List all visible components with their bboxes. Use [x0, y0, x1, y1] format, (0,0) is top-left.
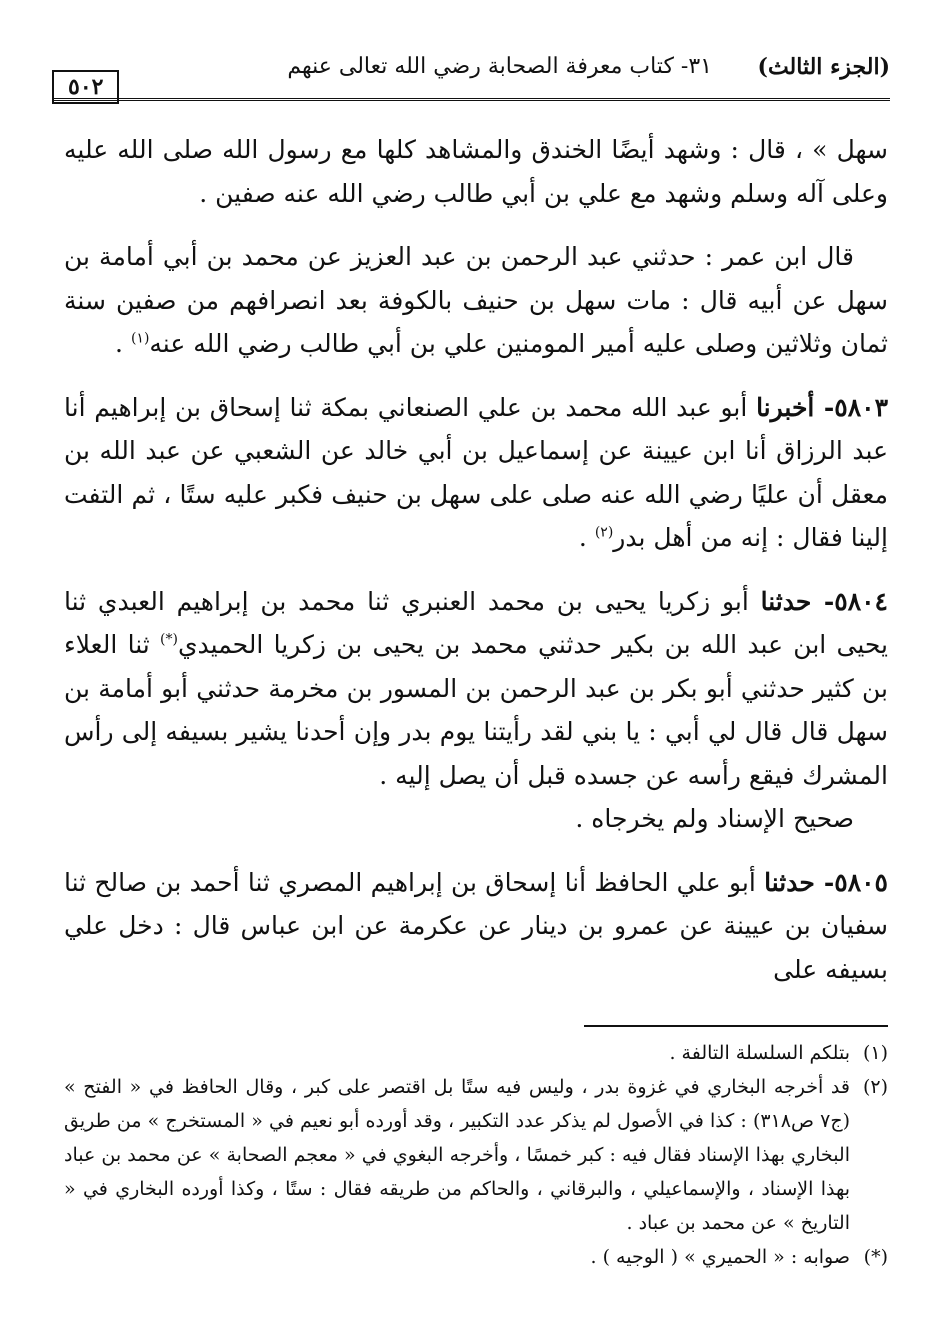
- hadith-5803: ٥٨٠٣- أخبرنا أبو عبد الله محمد بن علي الصنعاني بمكة ثنا إسحاق بن إبراهيم أنا عبد الرزاق أنا ابن عيينة عن إسماعيل بن أبي خالد عن الشعبي عن عبد الله بن معقل أن عليًا رضي الله عنه صلى على سهل بن حنيف فكبر عليه ستًا ، ثم التفت إلينا فقال : إنه من أهل بدر$^{(٢)}$ .: [64, 392, 888, 552]
- footnote-2: [64, 1070, 888, 1240]
- footnote-mark: (١): [862, 1042, 888, 1064]
- hadith-lead: حدثنا: [764, 867, 815, 897]
- hadith-text-continued: ثنا العلاء بن كثير حدثني أبو بكر بن عبد الرحمن بن المسور بن مخرمة حدثني أبو أمامة بن سهل قال قال لي أبي : يا بني لقد رأيتنا يوم بدر وإن أحدنا يشير بسيفه إلى رأس المشرك فيقع رأسه عن جسده قبل أن يصل إليه .: [64, 630, 888, 790]
- footnote-text: قد أخرجه البخاري في غزوة بدر ، وليس فيه ستًا بل اقتصر على كبر ، وقال الحافظ في « الفتح » (ج٧ ص٣١٨) : كذا في الأصول لم يذكر عدد التكبير ، وقد أورده أبو نعيم في « المستخرج » من طريق البخاري بهذا الإسناد فقال فيه : كبر خمسًا ، وأخرجه البغوي في « معجم الصحابة » عن محمد بن عباد بهذا الإسناد ، والإسماعيلي ، والبرقاني ، والحاكم من طريقه فقال : ستًا ، وكذا أورده البخاري في « التاريخ » عن محمد بن عباد .: [64, 1076, 850, 1234]
- hadith-lead: أخبرنا: [756, 392, 815, 422]
- footnote-text: صوابه : « الحميري » ( الوجيه ) .: [590, 1246, 850, 1268]
- paragraph-continuation: سهل » ، قال : وشهد أيضًا الخندق والمشاهد كلها مع رسول الله صلى الله عليه وعلى آله وسلم وشهد مع علي بن أبي طالب رضي الله عنه صفين .: [64, 135, 888, 208]
- footnote-separator: [584, 1025, 888, 1027]
- footnote-ref-2: (٢): [594, 524, 614, 541]
- footnote-ref-1: (١): [130, 330, 150, 347]
- footnote-ref-star: (*): [160, 631, 178, 648]
- footnote-1: [64, 1036, 888, 1070]
- hadith-5804: [64, 580, 888, 798]
- page-number: ٥٠٢: [52, 70, 119, 104]
- hadith-number: ٥٨٠٤-: [811, 586, 888, 616]
- footnote-text: بتلكم السلسلة التالفة .: [669, 1042, 850, 1064]
- hadith-number: ٥٨٠٥-: [814, 867, 888, 897]
- footnotes: [64, 1036, 888, 1274]
- hadith-lead: حدثنا: [760, 586, 812, 616]
- hadith-number: ٥٨٠٣-: [814, 392, 888, 422]
- paragraph-text: قال ابن عمر : حدثني عبد الرحمن بن عبد العزيز عن محمد بن أبي أمامة بن سهل عن أبيه قال : مات سهل بن حنيف بالكوفة بعد انصرافهم من صفين سنة ثمان وثلاثين وصلى عليه أمير المومنين علي بن أبي طالب رضي الله عنه: [64, 242, 888, 358]
- footnote-mark: (*): [863, 1246, 888, 1268]
- hadith-text: أبو علي الحافظ أنا إسحاق بن إبراهيم المصري ثنا أحمد بن صالح ثنا سفيان بن عيينة عن عمرو بن دينار عن عكرمة عن ابن عباس قال : دخل علي بسيفه على: [64, 867, 888, 984]
- paragraph-ibn-umar: قال ابن عمر : حدثني عبد الرحمن بن عبد العزيز عن محمد بن أبي أمامة بن سهل عن أبيه قال : مات سهل بن حنيف بالكوفة بعد انصرافهم من صفين سنة ثمان وثلاثين وصلى عليه أمير المومنين علي بن أبي طالب رضي الله عنه$^{(١)}$ .: [64, 242, 888, 358]
- footnote-star: [64, 1240, 888, 1274]
- volume-label: (الجزء الثالث): [757, 54, 890, 80]
- page-header: [52, 48, 890, 102]
- footnote-mark: (٢): [862, 1076, 888, 1098]
- running-title: ٣١- كتاب معرفة الصحابة رضي الله تعالى عنهم: [287, 54, 712, 79]
- hadith-verdict: صحيح الإسناد ولم يخرجاه .: [575, 804, 854, 833]
- hadith-5805: [64, 861, 888, 992]
- main-text: [64, 128, 888, 991]
- header-rule: [52, 98, 890, 101]
- hadith-text: أبو زكريا يحيى بن محمد العنبري ثنا محمد بن إبراهيم العبدي ثنا يحيى ابن عبد الله بن بكير حدثني محمد بن يحيى بن زكريا الحميدي: [64, 586, 889, 659]
- hadith-text: أبو عبد الله محمد بن علي الصنعاني بمكة ثنا إسحاق بن إبراهيم أنا عبد الرزاق أنا ابن عيينة عن إسماعيل بن أبي خالد عن الشعبي عن عبد الله بن معقل أن عليًا رضي الله عنه صلى على سهل بن حنيف فكبر عليه ستًا ، ثم التفت إلينا فقال : إنه من أهل بدر: [64, 392, 888, 552]
